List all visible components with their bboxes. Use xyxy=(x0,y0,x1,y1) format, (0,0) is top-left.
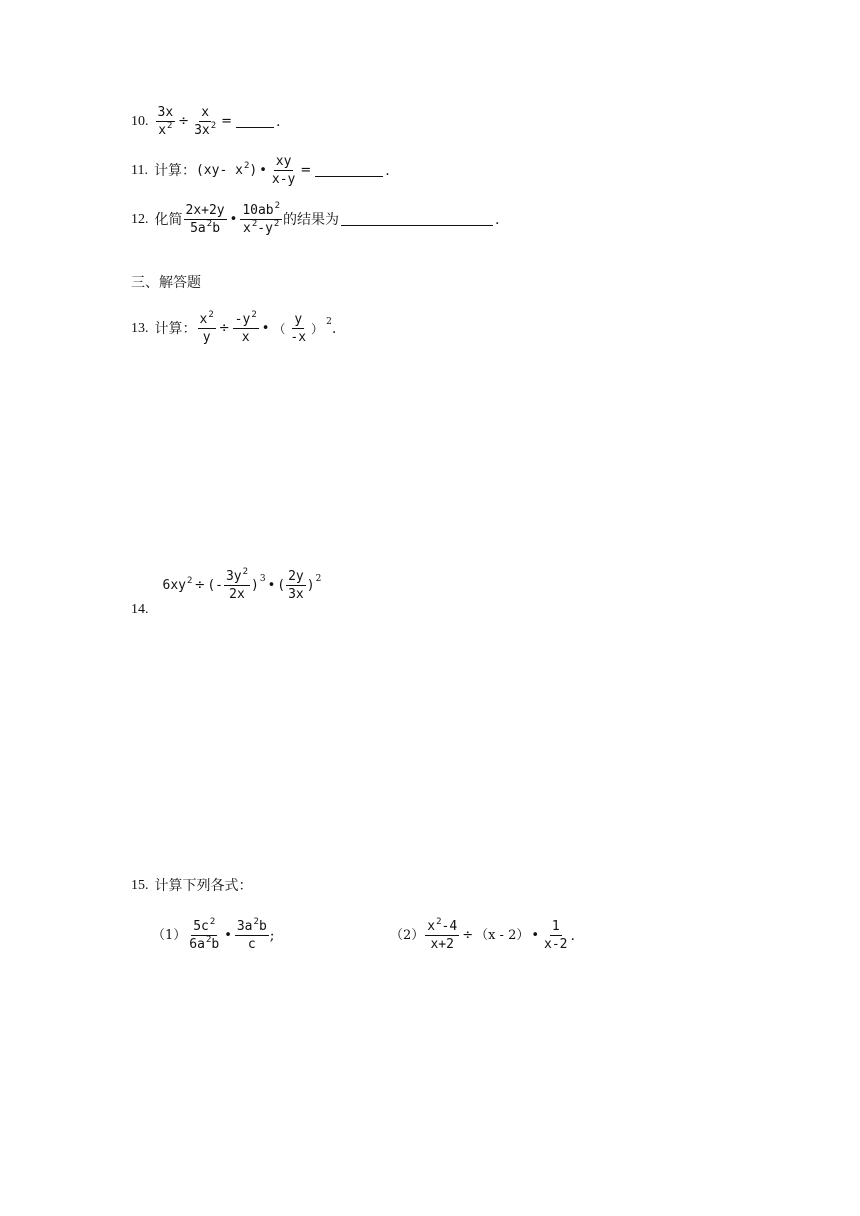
question-label: 计算： xyxy=(153,162,196,179)
fraction: $\frac{5c^2}{6a^2b}$ xyxy=(189,917,220,952)
divide-sign: ÷ xyxy=(178,114,190,129)
fraction: $\frac{2y}{3x}$ xyxy=(288,569,304,602)
question-15 xyxy=(131,879,253,893)
fraction: $\frac{1}{x-2}$ xyxy=(544,919,568,952)
question-15-part-1: （1） $\frac{5c^2}{6a^2b}$ • $\frac{3a^2b}{c}$ ; xyxy=(152,917,275,952)
question-12: 12. 化简 $\frac{2x+2y}{5a^2b}$ • $\frac{10ab^2}{x^2-y^2}$ 的结果为 . xyxy=(131,201,500,236)
question-label: 化简 xyxy=(154,211,183,228)
fraction: $\frac{3a^2b}{c}$ xyxy=(236,917,267,952)
fraction: $\frac{xy}{x-y}$ xyxy=(271,154,296,187)
section-heading: 三、解答题 xyxy=(131,275,201,291)
question-number: 15. xyxy=(131,878,149,893)
fraction: $\frac{x^2-4}{x+2}$ xyxy=(427,917,458,952)
fraction: $\frac{3x}{x^2}$ xyxy=(157,105,174,138)
fraction: $\frac{y}{-x}$ xyxy=(290,312,307,345)
fraction: $\frac{x}{3x^2}$ xyxy=(194,105,217,138)
answer-blank[interactable] xyxy=(341,213,493,226)
question-13: 13. 计算： $\frac{x^2}{y}$ ÷ $\frac{-y^2}{x}$ • （ $\frac{y}{-x}$ ） 2 . xyxy=(131,310,337,345)
question-11: 11. 计算： (xy- $x^2$) • $\frac{xy}{x-y}$ = . xyxy=(131,154,390,187)
expression: $6xy^2$ ÷ (- $\frac{3y^2}{2x}$ ) 3 • ( $\frac{2y}{3x}$ ) 2 xyxy=(162,567,322,602)
question-number: 13. xyxy=(131,320,149,336)
question-number: 12. xyxy=(131,211,149,227)
question-15-part-2: （2） $\frac{x^2-4}{x+2}$ ÷ （x - 2） • $\frac{1}{x-2}$ . xyxy=(390,917,575,952)
answer-blank[interactable] xyxy=(236,115,274,128)
question-label: 计算下列各式： xyxy=(154,878,253,894)
fraction: $\frac{2x+2y}{5a^2b}$ xyxy=(185,203,225,236)
question-label: 计算： xyxy=(154,320,197,337)
question-number: 11. xyxy=(131,162,148,178)
question-14 xyxy=(131,567,322,617)
question-number: 14. xyxy=(131,602,149,617)
answer-blank[interactable] xyxy=(315,164,383,177)
fraction: $\frac{x^2}{y}$ xyxy=(199,310,214,345)
fraction: $\frac{10ab^2}{x^2-y^2}$ xyxy=(242,201,281,236)
fraction: $\frac{3y^2}{2x}$ xyxy=(225,567,249,602)
question-number: 10. xyxy=(131,113,149,129)
question-10: 10. $\frac{3x}{x^2}$ ÷ $\frac{x}{3x^2}$ = . xyxy=(131,105,281,138)
fraction: $\frac{-y^2}{x}$ xyxy=(234,310,257,345)
